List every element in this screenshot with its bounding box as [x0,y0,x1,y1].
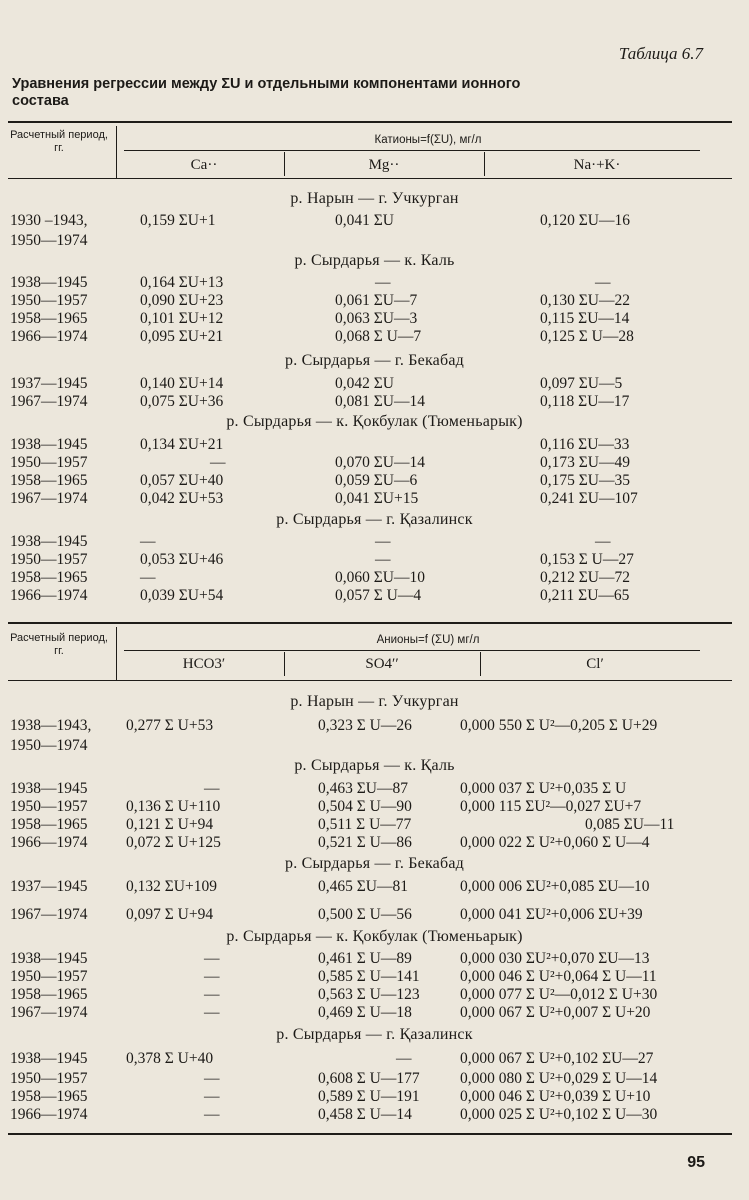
period-cell: 1938—1945 [10,533,88,550]
period-cell: 1950—1974 [10,737,88,754]
period-cell: 1938—1945 [10,436,88,453]
value-cell: 0,121 Σ U+94 [126,816,214,833]
bottom-rule [8,1133,732,1135]
station-title: р. Сырдарья — к. Каль [294,252,455,269]
value-cell: 0,070 ΣU—14 [335,454,425,471]
table-row [0,436,749,454]
period-cell: 1958—1965 [10,310,88,327]
period-header-cations: Расчетный период, гг. [10,129,108,154]
period-cell: 1958—1965 [10,986,88,1003]
value-cell: 0,000 080 Σ U²+0,029 Σ U—14 [460,1070,658,1087]
table-row [0,533,749,551]
table-row [0,274,749,292]
value-cell: 0,241 ΣU—107 [540,490,638,507]
value-cell: — [140,569,156,586]
value-cell: 0,461 Σ U—89 [318,950,412,967]
header-bottom-rule [8,680,732,681]
table-row [0,1106,749,1124]
value-cell: 0,000 041 ΣU²+0,006 ΣU+39 [460,906,643,923]
value-cell: 0,041 ΣU [335,212,394,229]
value-cell: 0,090 ΣU+23 [140,292,224,309]
value-cell: 0,563 Σ U—123 [318,986,420,1003]
value-cell: 0,118 ΣU—17 [540,393,630,410]
value-cell: 0,159 ΣU+1 [140,212,216,229]
value-cell: 0,000 046 Σ U²+0,039 Σ U+10 [460,1088,651,1105]
value-cell: — [204,1070,220,1087]
period-cell: 1950—1957 [10,292,88,309]
value-cell: 0,000 037 Σ U²+0,035 Σ U [460,780,627,797]
period-cell: 1950—1957 [10,551,88,568]
period-cell: 1937—1945 [10,375,88,392]
table-row [0,816,749,834]
value-cell: 0,130 ΣU—22 [540,292,630,309]
value-cell: 0,134 ΣU+21 [140,436,224,453]
value-cell: 0,125 Σ U—28 [540,328,634,345]
value-cell: 0,097 ΣU—5 [540,375,623,392]
anions-top-rule [8,622,732,624]
value-cell: 0,060 ΣU—10 [335,569,425,586]
table-row [0,232,749,250]
value-cell: — [375,533,391,550]
table-row [0,1004,749,1022]
value-cell: 0,136 Σ U+110 [126,798,221,815]
period-cell: 1967—1974 [10,393,88,410]
value-cell: 0,041 ΣU+15 [335,490,419,507]
value-cell: 0,589 Σ U—191 [318,1088,420,1105]
value-cell: 0,000 030 ΣU²+0,070 ΣU—13 [460,950,650,967]
value-cell: 0,000 067 Σ U²+0,007 Σ U+20 [460,1004,651,1021]
value-cell: 0,063 ΣU—3 [335,310,418,327]
value-cell: 0,463 ΣU—87 [318,780,408,797]
value-cell: 0,140 ΣU+14 [140,375,224,392]
page-number: 95 [687,1154,705,1171]
table-row [0,1070,749,1088]
period-cell: 1950—1974 [10,232,88,249]
table-row [0,375,749,393]
value-cell: 0,000 046 Σ U²+0,064 Σ U—11 [460,968,657,985]
value-cell: 0,000 022 Σ U²+0,060 Σ U—4 [460,834,650,851]
period-cell: 1950—1957 [10,968,88,985]
value-cell: — [396,1050,412,1067]
value-cell: 0,153 Σ U—27 [540,551,634,568]
station-title: р. Сырдарья — г. Бекабад [285,855,464,872]
value-cell: 0,039 ΣU+54 [140,587,224,604]
value-cell: — [595,533,611,550]
period-cell: 1966—1974 [10,587,88,604]
value-cell: 0,057 ΣU+40 [140,472,224,489]
table-row [0,551,749,569]
period-cell: 1958—1965 [10,569,88,586]
period-header-anions: Расчетный период, гг. [10,632,108,657]
value-cell: — [375,274,391,291]
value-cell: 0,323 Σ U—26 [318,717,412,734]
col-header-mg: Mg·· [368,157,400,173]
value-cell: — [210,454,226,471]
period-cell: 1958—1965 [10,816,88,833]
station-title: р. Сырдарья — г. Қазалинск [276,1026,473,1043]
period-cell: 1938—1945 [10,274,88,291]
col-header-cl: Cl′ [586,656,604,672]
table-row [0,328,749,346]
table-row [0,587,749,605]
value-cell: 0,212 ΣU—72 [540,569,630,586]
period-cell: 1958—1965 [10,1088,88,1105]
table-row [0,717,749,735]
value-cell: 0,585 Σ U—141 [318,968,420,985]
value-cell: — [204,968,220,985]
table-row [0,490,749,508]
value-cell: 0,173 ΣU—49 [540,454,630,471]
value-cell: — [204,780,220,797]
value-cell: 0,211 ΣU—65 [540,587,630,604]
value-cell: 0,500 Σ U—56 [318,906,412,923]
col-header-hco3: HCO3′ [182,656,226,672]
value-cell: 0,000 115 ΣU²—0,027 ΣU+7 [460,798,642,815]
header-divider [116,627,117,680]
value-cell: 0,608 Σ U—177 [318,1070,420,1087]
table-row [0,212,749,230]
value-cell: 0,115 ΣU—14 [540,310,630,327]
station-title: р. Сырдарья — г. Бекабад [285,352,464,369]
value-cell: 0,120 ΣU—16 [540,212,630,229]
table-row [0,798,749,816]
value-cell: — [204,986,220,1003]
value-cell: — [204,1106,220,1123]
col-header-so4: SO4′′ [365,656,399,672]
value-cell: 0,175 ΣU—35 [540,472,630,489]
value-cell: 0,095 ΣU+21 [140,328,224,345]
value-cell: — [204,950,220,967]
value-cell: 0,085 ΣU—11 [585,816,675,833]
value-cell: 0,164 ΣU+13 [140,274,224,291]
value-cell: 0,072 Σ U+125 [126,834,221,851]
value-cell: 0,511 Σ U—77 [318,816,412,833]
period-cell: 1958—1965 [10,472,88,489]
period-cell: 1950—1957 [10,1070,88,1087]
value-cell: 0,000 077 Σ U²—0,012 Σ U+30 [460,986,658,1003]
value-cell: 0,504 Σ U—90 [318,798,412,815]
table-row [0,1050,749,1068]
station-title: р. Сырдарья — к. Қокбулак (Тюменьарык) [226,413,523,430]
table-row [0,986,749,1004]
table-row [0,968,749,986]
period-cell: 1967—1974 [10,906,88,923]
value-cell: 0,116 ΣU—33 [540,436,630,453]
table-row [0,472,749,490]
value-cell: 0,458 Σ U—14 [318,1106,412,1123]
table-row [0,310,749,328]
header-divider [116,126,117,178]
group-rule [124,650,700,651]
value-cell: — [204,1004,220,1021]
value-cell: 0,101 ΣU+12 [140,310,224,327]
value-cell: 0,061 ΣU—7 [335,292,418,309]
value-cell: — [204,1088,220,1105]
table-row [0,454,749,472]
table-label: Таблица 6.7 [618,44,703,63]
value-cell: 0,132 ΣU+109 [126,878,217,895]
value-cell: 0,097 Σ U+94 [126,906,214,923]
value-cell: 0,277 Σ U+53 [126,717,214,734]
period-cell: 1938—1945 [10,1050,88,1067]
col-header-na-k: Na·+K· [573,157,621,173]
group-rule [124,150,700,151]
period-cell: 1950—1957 [10,454,88,471]
table-row [0,1088,749,1106]
station-title: р. Нарын — г. Учкурган [290,190,459,207]
value-cell: — [595,274,611,291]
cations-group-title: Катионы=f(ΣU), мг/л [374,134,482,146]
value-cell: 0,000 006 ΣU²+0,085 ΣU—10 [460,878,650,895]
period-cell: 1938—1945 [10,950,88,967]
station-title: р. Сырдарья — к. Қокбулак (Тюменьарык) [226,928,523,945]
table-row [0,737,749,755]
value-cell: — [375,551,391,568]
period-cell: 1967—1974 [10,490,88,507]
value-cell: 0,000 550 Σ U²—0,205 Σ U+29 [460,717,658,734]
top-rule [8,121,732,123]
table-row [0,569,749,587]
period-cell: 1937—1945 [10,878,88,895]
value-cell: 0,053 ΣU+46 [140,551,224,568]
value-cell: 0,378 Σ U+40 [126,1050,214,1067]
table-row [0,393,749,411]
value-cell: 0,465 ΣU—81 [318,878,408,895]
header-bottom-rule [8,178,732,179]
station-title: р. Сырдарья — к. Қаль [294,757,455,774]
period-cell: 1930 –1943, [10,212,88,229]
value-cell: 0,075 ΣU+36 [140,393,224,410]
station-title: р. Сырдарья — г. Қазалинск [276,511,473,528]
table-row [0,950,749,968]
table-row [0,834,749,852]
period-cell: 1966—1974 [10,328,88,345]
anions-group-title: Анионы=f (ΣU) мг/л [376,634,480,646]
table-row [0,878,749,896]
station-title: р. Нарын — г. Учкурган [290,693,459,710]
value-cell: 0,059 ΣU—6 [335,472,418,489]
period-cell: 1950—1957 [10,798,88,815]
value-cell: 0,042 ΣU [335,375,394,392]
period-cell: 1938—1943, [10,717,92,734]
value-cell: 0,068 Σ U—7 [335,328,422,345]
value-cell: 0,469 Σ U—18 [318,1004,412,1021]
period-cell: 1966—1974 [10,834,88,851]
value-cell: 0,081 ΣU—14 [335,393,425,410]
value-cell: 0,042 ΣU+53 [140,490,224,507]
period-cell: 1966—1974 [10,1106,88,1123]
table-row [0,906,749,924]
value-cell: 0,057 Σ U—4 [335,587,422,604]
value-cell: 0,521 Σ U—86 [318,834,412,851]
value-cell: 0,000 067 Σ U²+0,102 ΣU—27 [460,1050,654,1067]
value-cell: 0,000 025 Σ U²+0,102 Σ U—30 [460,1106,658,1123]
table-row [0,780,749,798]
table-caption: Уравнения регрессии между ΣU и отдельными компонентами ионного состава [12,76,521,109]
value-cell: — [140,533,156,550]
period-cell: 1938—1945 [10,780,88,797]
col-header-ca: Ca·· [190,157,218,173]
table-row [0,292,749,310]
period-cell: 1967—1974 [10,1004,88,1021]
